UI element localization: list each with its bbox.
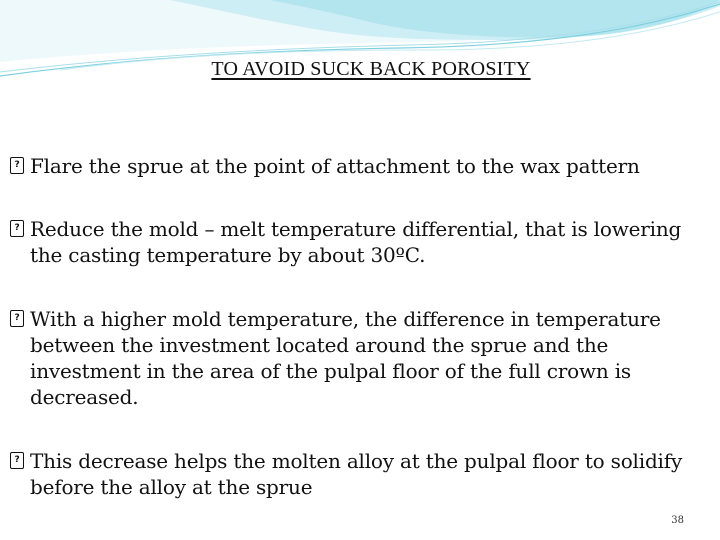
bullet-item <box>10 306 715 410</box>
page-number: 38 <box>671 515 684 526</box>
bullet-text: This decrease helps the molten alloy at the pulpal floor to solidify before the alloy at the sprue <box>30 449 683 499</box>
slide-title: TO AVOID SUCK BACK POROSITY <box>211 58 531 80</box>
missing-glyph-bullet-icon: ? <box>10 157 24 174</box>
bullet-text: With a higher mold temperature, the difference in temperature between the investment located around the sprue and the investment in the area of the pulpal floor of the full crown is decreased. <box>30 307 661 409</box>
bullet-item <box>10 216 715 268</box>
bullet-item <box>10 153 715 179</box>
bullet-item <box>10 448 715 500</box>
missing-glyph-bullet-icon: ? <box>10 310 24 327</box>
missing-glyph-bullet-icon: ? <box>10 452 24 469</box>
missing-glyph-bullet-icon: ? <box>10 220 24 237</box>
bullet-text: Flare the sprue at the point of attachment to the wax pattern <box>30 154 640 178</box>
bullet-text: Reduce the mold – melt temperature differential, that is lowering the casting temperature by about 30ºC. <box>30 217 682 267</box>
